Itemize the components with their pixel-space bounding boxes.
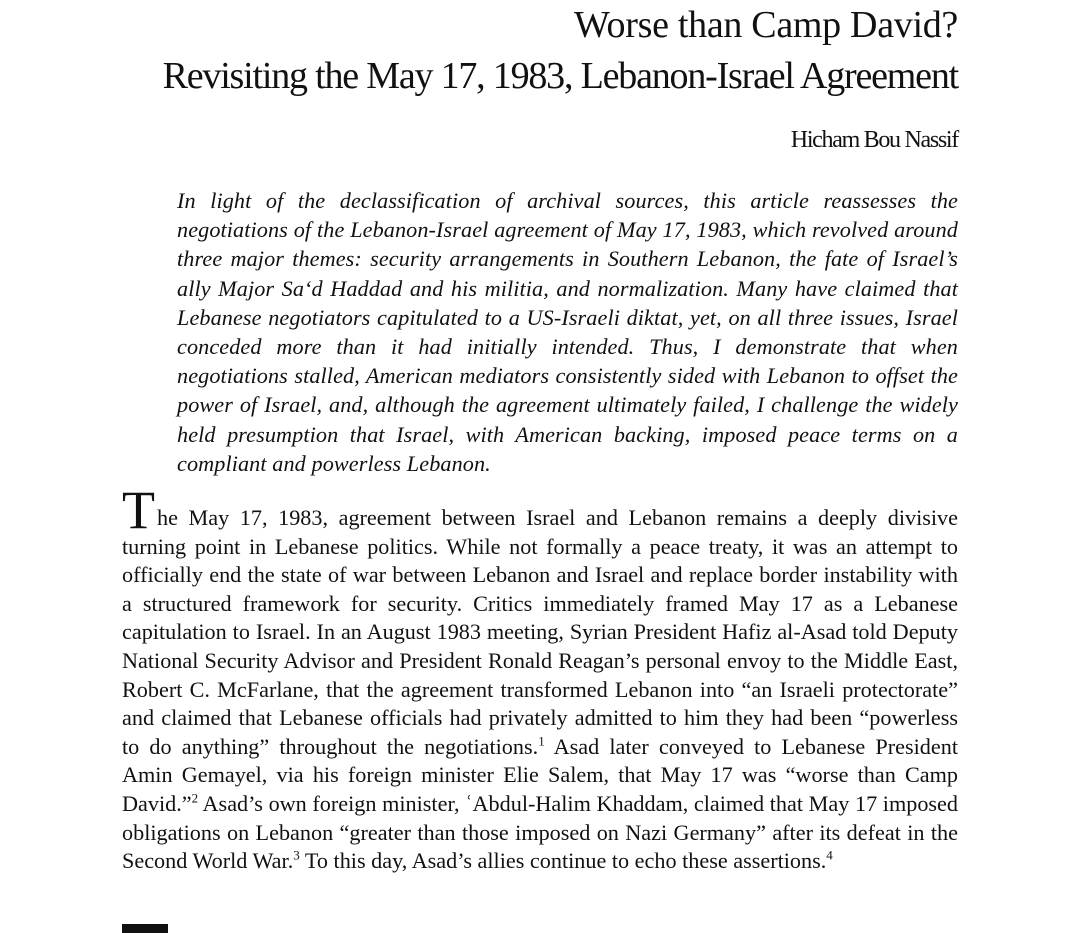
footer-rule: [122, 924, 168, 933]
title-line-1: Worse than Camp David?: [574, 4, 958, 46]
footnote-ref-3[interactable]: 3: [293, 847, 300, 863]
body-text-segment: Asad later conveyed to Lebanese President Amin Gemayel, via his foreign minister Elie Salem, that May 17 was “worse than Camp David.”: [122, 733, 958, 816]
body-text-segment: Asad’s own foreign minister, ʿAbdul-Halim Khaddam, claimed that May 17 imposed obligations on Lebanon “greater than those imposed on Nazi Germany” after its defeat in the Second World War.: [122, 790, 958, 874]
footnote-ref-1[interactable]: 1: [538, 733, 545, 749]
footnote-ref-4[interactable]: 4: [826, 847, 833, 863]
drop-cap: T: [122, 480, 155, 540]
author-name: Hicham Bou Nassif: [790, 127, 958, 153]
body-paragraph: [122, 480, 958, 876]
body-text-segment: he May 17, 1983, agreement between Israel and Lebanon remains a deeply divisive turning point in Lebanese politics. While not formally a peace treaty, it was an attempt to officially end the state of war between Lebanon and Israel and replace border instability with a structured framework for security. Critics immediately framed May 17 as a Lebanese capitulation to Israel. In an August 1983 meeting, Syrian President Hafiz al-Asad told Deputy National Security Advisor and President Ronald Reagan’s personal envoy to the Middle East, Robert C. McFarlane, that the agreement transformed Lebanon into “an Israeli protectorate” and claimed that Lebanese officials had privately admitted to him they had been “powerless to do anything” throughout the negotiations.: [122, 505, 958, 759]
footnote-ref-2[interactable]: 2: [191, 790, 199, 806]
abstract: In light of the declassification of archival sources, this article reassesses the negotiations of the Lebanon-Israel agreement of May 17, 1983, which revolved around three major themes: security arrangements in Southern Lebanon, the fate of Israel’s ally Major Sa‘d Haddad and his militia, and normalization. Many have claimed that Lebanese negotiators capitulated to a US-Israeli diktat, yet, on all three issues, Israel conceded more than it had initially intended. Thus, I demonstrate that when negotiations stalled, American mediators consistently sided with Lebanon to offset the power of Israel, and, although the agreement ultimately failed, I challenge the widely held presumption that Israel, with American backing, imposed peace terms on a compliant and powerless Lebanon.: [177, 188, 958, 476]
title-line-2: Revisiting the May 17, 1983, Lebanon-Israel Agreement: [162, 55, 958, 97]
article-title: [163, 2, 958, 99]
body-text-segment: To this day, Asad’s allies continue to echo these assertions.: [299, 848, 827, 874]
